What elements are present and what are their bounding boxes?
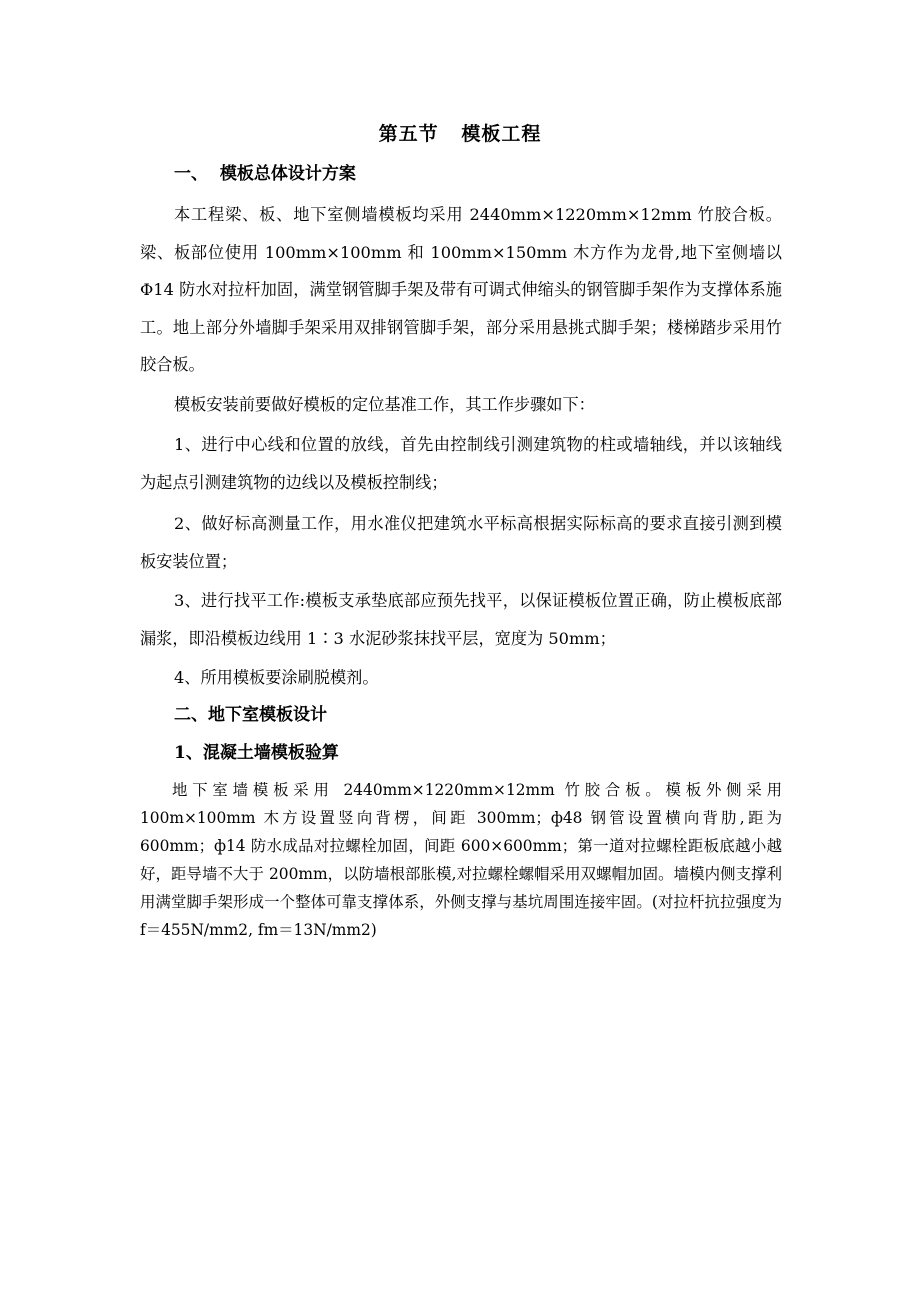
step-2-elevation: 2、做好标高测量工作，用水准仪把建筑水平标高根据实际标高的要求直接引测到模板安装位置；: [140, 514, 782, 571]
step-1-centerline: 1、进行中心线和位置的放线，首先由控制线引测建筑物的柱或墙轴线，并以该轴线为起点引测建筑物的边线以及模板控制线；: [140, 435, 782, 492]
page-title: 第五节 模板工程: [378, 123, 542, 145]
subsection-heading-wall-check: 1、混凝土墙模板验算: [174, 743, 339, 763]
step-3-leveling: 3、进行找平工作:模板支承垫底部应预先找平，以保证模板位置正确，防止模板底部漏浆，即沿模板边线用 1∶3 水泥砂浆抹找平层，宽度为 50mm；: [140, 591, 782, 648]
paragraph-positioning-intro: 模板安装前要做好模板的定位基准工作，其工作步骤如下：: [174, 395, 595, 414]
paragraph-formwork-materials: 本工程梁、板、地下室侧墙模板均采用 2440mm×1220mm×12mm 竹胶合板。梁、板部位使用 100mm×100mm 和 100mm×150mm 木方作为龙骨,地下室侧墙以Φ14 防水对拉杆加固，满堂钢管脚手架及带有可调式伸缩头的钢管脚手架作为支撑体系施工。地上部分外墙脚手架采用双排钢管脚手架，部分采用悬挑式脚手架；楼梯踏步采用竹胶合板。: [140, 205, 782, 374]
section-heading-basement-design: 二、地下室模板设计: [174, 705, 327, 725]
paragraph-basement-wall-formwork: 地下室墙模板采用 2440mm×1220mm×12mm 竹胶合板。模板外侧采用 100m×100mm 木方设置竖向背楞，间距 300mm；ф48 钢管设置横向背肋,距为 600mm；ф14 防水成品对拉螺栓加固，间距 600×600mm；第一道对拉螺栓距板底越小越好，距导墙不大于 200mm，以防墙根部胀模,对拉螺栓螺帽采用双螺帽加固。墙模内侧支撑利用满堂脚手架形成一个整体可靠支撑体系，外侧支撑与基坑周围连接牢固。(对拉杆抗拉强度为 f＝455N/mm2, fm＝13N/mm2): [140, 781, 782, 939]
section-heading-overall-design: 一、 模板总体设计方案: [174, 164, 356, 184]
step-4-release-agent: 4、所用模板要涂刷脱模剂。: [174, 668, 379, 687]
